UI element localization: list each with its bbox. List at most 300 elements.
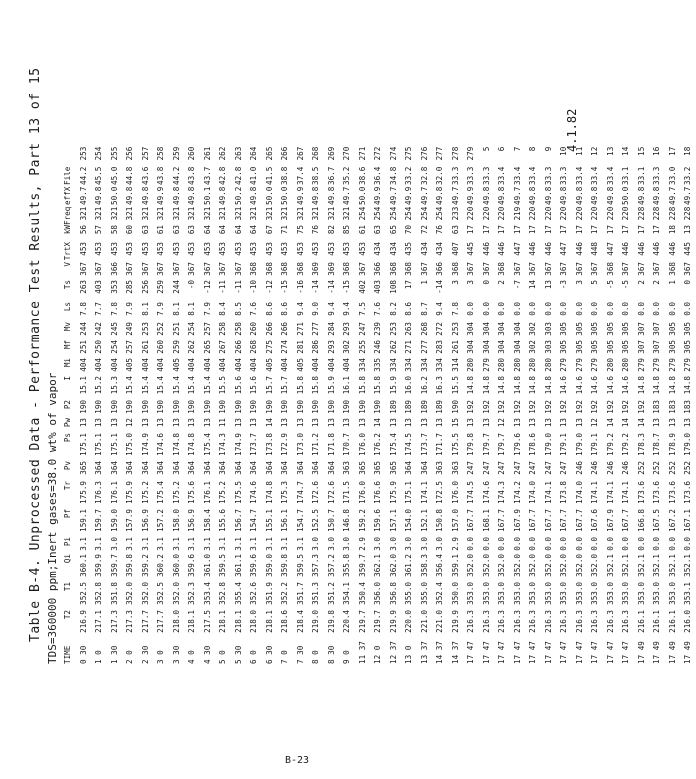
table-cell: 190	[280, 400, 289, 414]
table-cell: 220	[574, 206, 584, 221]
table-cell: 216.1	[636, 610, 646, 633]
table-cell: -14	[435, 280, 444, 294]
table-cell: 3.1	[295, 537, 305, 551]
table-cell: 353.0	[652, 582, 661, 605]
table-cell: 2	[652, 280, 661, 285]
table-cell: 353.1	[683, 582, 692, 605]
table-cell: 49.8	[249, 186, 258, 205]
table-cell: 254	[187, 322, 196, 336]
table-cell: 334	[435, 358, 444, 372]
table-cell: 305	[683, 322, 692, 336]
table-cell: 50.2	[233, 186, 243, 205]
table-cell: 179.2	[605, 433, 615, 456]
table-cell: 368	[342, 262, 351, 276]
table-cell: 355.0	[404, 582, 413, 605]
table-cell: 258	[233, 322, 243, 336]
table-cell: 352.0	[512, 554, 522, 577]
table-cell: 7.9	[202, 302, 212, 316]
table-cell: 247	[559, 461, 568, 475]
table-cell: 367	[512, 262, 522, 276]
table-cell: 0.0	[466, 537, 475, 551]
table-cell: 352.1	[605, 554, 615, 577]
table-cell: 218.4	[295, 610, 305, 633]
table-cell: 17 49	[636, 641, 646, 664]
table-cell: 321	[249, 206, 258, 221]
table-cell: 1 30	[109, 645, 119, 664]
table-cell: 216.0	[683, 610, 692, 633]
table-cell: 17 49	[652, 641, 661, 664]
table-cell: 321	[233, 206, 243, 221]
table-cell: 265	[202, 340, 212, 354]
table-cell: 174.9	[233, 433, 243, 456]
table-cell: 246	[373, 340, 382, 354]
table-cell: 192	[590, 400, 599, 414]
table-cell: 171.5	[342, 481, 351, 504]
table-cell: 190	[357, 400, 367, 414]
table-cell: 352.4	[435, 582, 444, 605]
table-cell: 7 30	[295, 645, 305, 664]
table-cell: 221.0	[435, 610, 444, 633]
table-cell: 359.5	[218, 554, 227, 577]
table-cell: 189	[419, 400, 429, 414]
col-header: Pi	[63, 537, 72, 547]
table-cell: 363	[450, 461, 460, 475]
table-cell: 305	[621, 340, 630, 354]
table-cell: 367	[481, 262, 491, 276]
table-cell: 217.7	[140, 610, 150, 633]
table-cell: 6	[497, 146, 506, 152]
table-cell: 266	[280, 322, 289, 336]
table-cell: 17 47	[497, 641, 506, 664]
table-cell: 279	[590, 358, 599, 372]
table-cell: 219	[512, 206, 522, 221]
table-cell: 256	[125, 146, 134, 161]
table-cell: 146.8	[342, 509, 351, 532]
table-cell: 14	[605, 418, 615, 428]
table-cell: 359.6	[187, 554, 196, 577]
col-header: Qi	[63, 554, 72, 564]
col-header: Pw	[63, 418, 72, 428]
table-cell: 352.1	[652, 554, 661, 577]
table-cell: 404	[78, 358, 88, 372]
table-cell: 446	[574, 242, 584, 256]
table-cell: 13	[683, 418, 692, 428]
table-cell: 44.8	[125, 166, 134, 185]
table-cell: 33.0	[667, 166, 677, 185]
table-cell: 49.8	[559, 186, 568, 205]
table-cell: 305	[574, 322, 584, 336]
table-cell: 352.0	[466, 554, 475, 577]
table-cell: 314	[450, 358, 460, 372]
col-header: Mf	[63, 340, 72, 350]
table-cell: 17 47	[543, 641, 553, 664]
table-cell: 353.0	[636, 582, 646, 605]
table-cell: 49.7	[683, 186, 692, 205]
table-cell: 0.0	[512, 537, 522, 551]
table-cell: 173.8	[264, 433, 274, 456]
table-cell: 175.4	[388, 433, 398, 456]
table-cell: 274	[280, 340, 289, 354]
table-cell: 304	[466, 340, 475, 354]
table-cell: 453	[156, 242, 165, 256]
table-cell: 321	[187, 206, 196, 221]
table-cell: 168.1	[481, 509, 491, 532]
table-cell: 175.2	[218, 481, 227, 504]
table-row	[494, 147, 510, 664]
table-cell: 9 0	[342, 650, 351, 664]
table-cell: 72	[419, 225, 429, 235]
table-cell: 190	[249, 400, 258, 414]
table-cell: 190	[109, 400, 119, 414]
table-cell: 157.2	[156, 509, 165, 532]
table-cell: 17	[543, 225, 553, 235]
table-cell: 321	[280, 206, 289, 221]
table-cell: 17 47	[574, 641, 584, 664]
table-cell: 352.0	[559, 554, 568, 577]
table-cell: 174.0	[574, 481, 584, 504]
table-cell: 3.0	[109, 537, 119, 551]
table-cell: 14 37	[450, 641, 460, 664]
table-row	[246, 147, 262, 664]
data-table	[60, 147, 696, 664]
table-cell: 219.7	[373, 610, 382, 633]
table-cell: 267	[295, 146, 305, 161]
table-cell: 13	[481, 418, 491, 428]
table-cell: 17 47	[528, 641, 537, 664]
col-header: T2	[63, 610, 72, 620]
table-cell: 108	[388, 280, 398, 294]
table-cell: 173.7	[419, 433, 429, 456]
table-cell: 154.7	[249, 509, 258, 532]
table-cell: 360.1	[78, 554, 88, 577]
table-cell: 178.6	[528, 433, 537, 456]
table-cell: 33.4	[528, 166, 537, 185]
table-cell: 247	[357, 322, 367, 336]
table-cell: 353.0	[497, 582, 506, 605]
table-cell: 174.3	[497, 481, 506, 504]
table-cell: 175.9	[125, 481, 134, 504]
table-cell: 453	[140, 242, 150, 256]
table-cell: 367	[156, 262, 165, 276]
table-cell: 350.4	[357, 582, 367, 605]
table-cell: 174.9	[140, 433, 150, 456]
table-cell: -14	[326, 280, 336, 294]
table-cell: 159.0	[109, 509, 119, 532]
table-cell: 453	[171, 242, 181, 256]
table-cell: 220	[481, 206, 491, 221]
table-row	[603, 147, 619, 664]
table-cell: 404	[311, 358, 320, 372]
table-cell: 216.3	[559, 610, 568, 633]
table-cell: 445	[683, 242, 692, 256]
table-cell: 15.4	[187, 376, 196, 395]
table-cell: 192	[528, 400, 537, 414]
table-cell: 172.6	[326, 481, 336, 504]
table-row	[215, 147, 231, 664]
table-cell: 44.2	[171, 166, 181, 185]
table-cell: 367	[621, 262, 630, 276]
table-cell: 50.0	[621, 186, 630, 205]
table-cell: 171.7	[435, 433, 444, 456]
table-cell: 56	[78, 225, 88, 235]
table-row	[184, 147, 200, 664]
table-cell: 157.9	[125, 509, 134, 532]
col-header: V	[63, 262, 72, 267]
table-cell: 49.8	[140, 186, 150, 205]
table-cell: 173.6	[683, 481, 692, 504]
table-cell: 178.9	[667, 433, 677, 456]
table-cell: 252	[636, 461, 646, 475]
table-cell: 5 30	[233, 645, 243, 664]
table-cell: 190	[373, 400, 382, 414]
table-cell: 0.0	[559, 302, 568, 316]
table-cell: 260	[249, 322, 258, 336]
table-cell: 13	[667, 418, 677, 428]
table-cell: 166.8	[636, 509, 646, 532]
table-cell: 247	[497, 461, 506, 475]
table-cell: 179.0	[543, 433, 553, 456]
table-cell: 15.7	[264, 376, 274, 395]
table-cell: 152.1	[419, 509, 429, 532]
table-cell: 366	[109, 262, 119, 276]
table-cell: 17	[528, 225, 537, 235]
table-cell: 175.6	[187, 481, 196, 504]
table-cell: 17	[404, 280, 413, 290]
table-cell: 368	[280, 262, 289, 276]
table-cell: 217.7	[156, 610, 165, 633]
table-row	[541, 147, 557, 664]
table-cell: 280	[621, 358, 630, 372]
table-cell: 405	[125, 358, 134, 372]
table-cell: 364	[125, 461, 134, 475]
table-cell: 167.1	[683, 509, 692, 532]
table-cell: 307	[636, 322, 646, 336]
table-cell: 49.9	[156, 186, 165, 205]
table-cell: 272	[435, 322, 444, 336]
table-cell: 50.0	[357, 186, 367, 205]
table-cell: 3.0	[435, 537, 444, 551]
table-cell: 3.1	[94, 537, 103, 551]
table-cell: 360.0	[171, 554, 181, 577]
table-cell: 179.1	[559, 433, 568, 456]
table-cell: 8.6	[264, 302, 274, 316]
table-cell: 220	[543, 206, 553, 221]
table-cell: 174.2	[512, 481, 522, 504]
table-cell: 361.1	[233, 554, 243, 577]
table-cell: 220	[590, 206, 599, 221]
table-cell: 355.0	[419, 582, 429, 605]
table-cell: 359.7	[357, 554, 367, 577]
table-cell: 219.8	[326, 610, 336, 633]
table-cell: 192	[466, 400, 475, 414]
table-cell: 368	[404, 262, 413, 276]
table-cell: 158.0	[171, 509, 181, 532]
table-cell: 446	[543, 242, 553, 256]
table-cell: 0.0	[574, 302, 584, 316]
table-cell: 353.0	[512, 582, 522, 605]
table-cell: 42.8	[233, 166, 243, 185]
table-cell: 13	[187, 418, 196, 428]
table-cell: 13	[574, 418, 584, 428]
table-row	[76, 147, 92, 664]
table-cell: 254	[388, 206, 398, 221]
table-cell: 16.1	[342, 376, 351, 395]
table-cell: 64	[202, 225, 212, 235]
table-cell: 63	[450, 225, 460, 235]
table-cell: 404	[218, 358, 227, 372]
table-cell: 16.3	[435, 376, 444, 395]
table-cell: 367	[652, 262, 661, 276]
table-cell: 172.9	[280, 433, 289, 456]
table-cell: 453	[357, 242, 367, 256]
table-cell: 14	[264, 418, 274, 428]
table-cell: 32.8	[419, 166, 429, 185]
table-cell: 253	[140, 322, 150, 336]
table-cell: 170.7	[342, 433, 351, 456]
table-cell: -14	[311, 280, 320, 294]
table-cell: 13	[404, 418, 413, 428]
table-cell: 49.8	[125, 186, 134, 205]
table-cell: 354.1	[342, 582, 351, 605]
table-cell: 244	[78, 322, 88, 336]
table-cell: 172.6	[311, 481, 320, 504]
table-cell: 190	[156, 400, 165, 414]
table-cell: 158.4	[202, 509, 212, 532]
table-cell: 307	[636, 340, 646, 354]
table-row	[510, 147, 526, 664]
table-cell: 0.0	[574, 537, 584, 551]
table-cell: 17	[574, 225, 584, 235]
table-cell: 49.8	[574, 186, 584, 205]
table-cell: 367	[636, 262, 646, 276]
table-cell: 179.7	[497, 433, 506, 456]
table-cell: -5	[605, 280, 615, 290]
table-cell: 366	[435, 262, 444, 276]
table-cell: 364	[202, 461, 212, 475]
table-cell: 446	[652, 242, 661, 256]
table-cell: 13	[512, 418, 522, 428]
table-cell: 305	[667, 322, 677, 336]
table-cell: 49.8	[497, 186, 506, 205]
table-cell: 355.4	[233, 582, 243, 605]
table-cell: -15	[280, 280, 289, 294]
table-cell: 15.4	[140, 376, 150, 395]
table-cell: -3	[559, 280, 568, 290]
table-cell: 7	[512, 146, 522, 152]
table-cell: 175.3	[280, 481, 289, 504]
table-cell: 2.9	[357, 537, 367, 551]
table-cell: 253	[78, 146, 88, 161]
table-cell: 76	[435, 225, 444, 235]
table-cell: 12 0	[373, 645, 382, 664]
table-cell: 9.4	[295, 302, 305, 316]
table-cell: 321	[218, 206, 227, 221]
table-cell: 155.1	[264, 509, 274, 532]
table-cell: 220	[466, 206, 475, 221]
table-cell: 405	[264, 358, 274, 372]
table-cell: 152.5	[311, 509, 320, 532]
table-cell: 175.1	[109, 433, 119, 456]
table-cell: 33.3	[559, 166, 568, 185]
table-cell: 353	[109, 280, 119, 294]
table-cell: 33.3	[652, 166, 661, 185]
table-cell: 335	[373, 358, 382, 372]
table-row	[680, 147, 696, 664]
table-cell: 355.8	[342, 554, 351, 577]
table-cell: 434	[388, 242, 398, 256]
table-cell: 446	[621, 242, 630, 256]
table-cell: 244	[171, 280, 181, 294]
table-cell: 183	[652, 400, 661, 414]
col-header: Ps	[63, 433, 72, 443]
table-cell: 434	[419, 242, 429, 256]
table-cell: 356.0	[373, 582, 382, 605]
table-cell: 167.7	[574, 509, 584, 532]
table-cell: 190	[171, 400, 181, 414]
table-cell: 174.5	[404, 433, 413, 456]
table-cell: 167.5	[652, 509, 661, 532]
table-cell: 0.0	[621, 302, 630, 316]
table-cell: 368	[264, 262, 274, 276]
table-cell: 220	[559, 206, 568, 221]
table-cell: 217.5	[202, 610, 212, 633]
table-cell: 262	[187, 340, 196, 354]
table-cell: 0.0	[528, 302, 537, 316]
table-cell: 0.0	[590, 302, 599, 316]
table-cell: 174.8	[187, 433, 196, 456]
table-cell: 33.4	[590, 166, 599, 185]
table-cell: 174.0	[528, 481, 537, 504]
table-cell: 42.8	[218, 166, 227, 185]
table-cell: 365	[78, 461, 88, 475]
table-cell: 9.4	[435, 302, 444, 316]
table-cell: 359.8	[280, 554, 289, 577]
table-cell: 350.0	[450, 582, 460, 605]
table-cell: 279	[574, 358, 584, 372]
table-cell: 0.0	[621, 537, 630, 551]
table-cell: 3.0	[419, 537, 429, 551]
table-cell: 70	[404, 225, 413, 235]
table-cell: 277	[435, 146, 444, 161]
table-cell: 7.7	[94, 302, 103, 316]
table-cell: 267	[218, 340, 227, 354]
table-cell: 0.0	[497, 302, 506, 316]
table-cell: 216.3	[481, 610, 491, 633]
table-cell: 49.7	[450, 186, 460, 205]
table-cell: 280	[543, 358, 553, 372]
table-cell: 9.0	[311, 302, 320, 316]
table-row	[634, 147, 650, 664]
table-cell: 249	[125, 322, 134, 336]
table-cell: 175.2	[140, 481, 150, 504]
table-cell: 357.2	[326, 554, 336, 577]
table-cell: 447	[512, 242, 522, 256]
table-cell: 404	[233, 358, 243, 372]
table-cell: 445	[466, 242, 475, 256]
table-cell: 190	[311, 400, 320, 414]
table-cell: 278	[450, 146, 460, 161]
table-cell: 218.6	[280, 610, 289, 633]
col-header: Freq	[63, 206, 72, 225]
table-cell: 257	[125, 340, 134, 354]
table-cell: 14.8	[667, 376, 677, 395]
table-cell: 3.1	[233, 537, 243, 551]
table-cell: 174.8	[171, 433, 181, 456]
table-cell: 321	[94, 206, 103, 221]
table-cell: 453	[187, 242, 196, 256]
table-cell: 368	[450, 262, 460, 276]
table-cell: 435	[404, 242, 413, 256]
